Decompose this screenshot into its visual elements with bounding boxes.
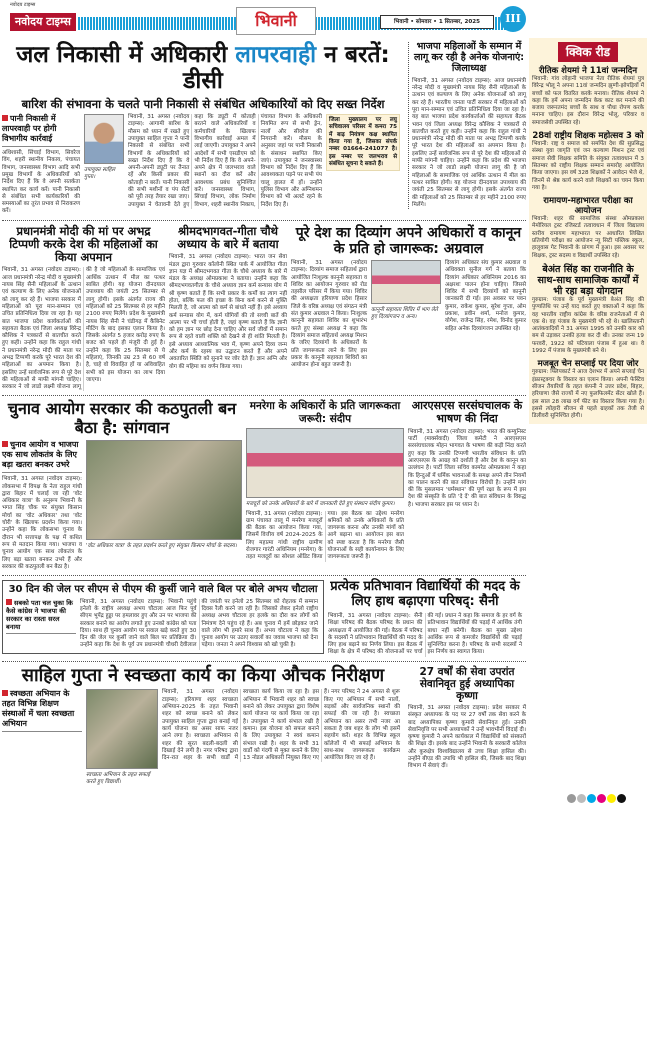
chautala-kicker — [6, 599, 76, 634]
lead-kicker-text: पानी निकासी में लापरवाही पर होगी विभागीय कार्रवाई — [2, 114, 57, 144]
election-photo-column — [86, 440, 242, 550]
divyang-photo-column — [371, 260, 441, 321]
bjp-body: भिवानी, 31 अगस्त (नवोदय टाइम्स): आज प्रधानमंत्री नरेन्द्र मोदी व मुख्यमंत्री नायब सिंह सैनी महिलाओं के उत्थान एवं कल्याण के लिए अनेक योजनाओं को लागू कर रहे हैं। भारतीय जनता पार्टी सरकार में महिलाओं को पूरा मान-सम्मान एवं उचित प्रतिनिधित्व दिया जा रहा है। यह बात भाजपा प्रदेश कार्यकर्ताओं की सहायता बैठक भवन एवं जिला अध्यक्ष विरेन्द्र कौशिक ने पत्रकारों से बातचीत करते हुए कही। उन्होंने कहा कि राहुल गांधी ने प्रधानमंत्री नरेन्द्र मोदी की माता पर अभद्र टिप्पणी करके पूरे भारत देश की महिलाओं का अपमान किया है। इसलिए उन्हें सार्वजनिक रूप से पूरे देश की महिलाओं से माफी मांगनी चाहिए। उन्होंने कहा कि प्रदेश की भाजपा सरकार ने जो लाडो लक्ष्मी योजना लागू की है जो महिलाओं के सामाजिक एवं आर्थिक उत्थान में मील का पत्थर साबित होगी। यह योजना दीनदयाल उपाध्याय की जयंती 25 सितम्बर से लागू होगी। इसके अंतर्गत राज्य की महिलाओं को 25 सितम्बर से हर महीने 2100 रुपए मिलेंगे। — [412, 77, 526, 208]
lead-headline-part: न बरतें: डीसी — [183, 42, 390, 95]
gita-story — [169, 225, 287, 371]
rss-story — [408, 400, 526, 509]
quick-read-title: 28वां राष्ट्रीय शिक्षक महोत्सव 3 को — [532, 131, 644, 142]
election-left-column — [2, 440, 82, 571]
bjp-story — [408, 42, 526, 209]
divyang-photo-caption: कानूनी सहायता शिविर में भाग लेते हुए दिव्यांगजन व अन्य। — [371, 306, 438, 320]
dc-photo — [84, 114, 124, 164]
chautala-box — [2, 580, 324, 654]
dc-photo-caption: उपायुक्त साहिल गुप्ता। — [84, 167, 116, 181]
quick-read-item — [532, 196, 644, 260]
rss-headline: आरएसएस सरसंघचालक के भाषण की निंदा — [411, 399, 523, 426]
quick-read-body: गुरुग्राम: फ्लिपकार्ट ने आज देशभर में अपने सप्लाई चेन इंफ्रास्ट्रक्चर के विस्तार का एलान किया। अपनी फेस्टिव सीजन तैयारियों के तहत कंपनी ने उत्तर प्रदेश, बिहार, हरियाणा जैसे राज्यों में नए फुलफिलमेंट सेंटर खोले हैं। इस साल 28 लाख वर्ग फीट का विस्तार किया गया है। इससे त्योहारी सीजन से पहले ग्राहकों तक तेजी से डिलीवरी सुनिश्चित होगी। — [532, 369, 644, 420]
color-dot-icon — [597, 794, 606, 803]
sahil-kicker — [2, 689, 82, 732]
sahil-body: भिवानी, 31 अगस्त (नवोदय टाइम्स): हरियाणा शहर स्वच्छता अभियान-2025 के तहत भिवानी शहर को स्वच्छ बनाने को लेकर उपायुक्त साहिल गुप्ता द्वारा बनाई गई कार्य योजना का असर साफ नजर आने लगा है। स्वच्छता अभियान से शहर की सूरत बदली-बदली सी दिखाई देने लगी है। नगर परिषद द्वारा दिन-रात शहर के सभी वार्डों में स्वच्छता कार्य किया जा रहा है। इस अभियान में भिवानी शहर को स्वच्छ बनाने को लेकर उपायुक्त द्वारा विशेष कार्य योजना पर कार्य किया जा रहा है। उपायुक्त ने कार्य संभाल रखी है कमान। इस योजना को सफल बनाने के लिए उपायुक्त ने स्वयं कमान संभाल रखी है। शहर के सभी 31 वार्डों को गंदगी से मुक्त बनाने के लिए 13 नोडल अधिकारी नियुक्त किए गए हैं। नगर परिषद ने 24 अगस्त से शुरू किए गए अभियान में सभी नालों, सड़कों और सार्वजनिक स्थानों की सफाई की जा रही है। स्वच्छता अभियान का असर तभी नजर आ सकता है जब शहर के लोग भी इसमें सहयोग करें। शहर के विभिन्न स्कूल कॉलेजों में भी सफाई अभियान के साथ-साथ जागरूकता कार्यक्रम आयोजित किए जा रहे हैं। — [162, 689, 400, 762]
quick-read-body: भिवानी: गांव लोहानी भाजपा नेता रीतिक शेयमां पुत्र विरेन्द्र भोलू ने अपना 11वां जन्मदिन झुग्गी-झोपड़ियों में बच्चों को फल वितरित करके मनाया। रीतिक शेयमां ने कहा कि हमें अपना जन्मदिन केक काट कर मनाने की बजाय जरूरतमंद बच्चों के साथ व पौधा रोपण करके मनाना चाहिए। इस दौरान विरेन्द्र भोलू, परिवार व समाजसेवी उपस्थित रहे। — [532, 76, 644, 126]
modi-body: भिवानी, 31 अगस्त (नवोदय टाइम्स): आज प्रधानमंत्री नरेन्द्र मोदी व मुख्यमंत्री नायब सिंह सैनी महिलाओं के उत्थान एवं कल्याण के लिए अनेक योजनाओं को लागू कर रहे हैं। भाजपा सरकार में महिलाओं को पूरा मान-सम्मान एवं उचित प्रतिनिधित्व दिया जा रहा है। यह बात भाजपा प्रदेश कार्यकर्ताओं की सहायता बैठक एवं जिला अध्यक्ष विरेन्द्र कौशिक ने पत्रकारों से बातचीत करते हुए कही। उन्होंने कहा कि राहुल गांधी ने प्रधानमंत्री नरेन्द्र मोदी की माता पर अभद्र टिप्पणी करके पूरे भारत देश की महिलाओं का अपमान किया है। इसलिए उन्हें सार्वजनिक रूप से पूरे देश की महिलाओं से माफी मांगनी चाहिए। सरकार ने जो लाडो लक्ष्मी योजना लागू की है जो महिलाओं के सामाजिक एवं आर्थिक उत्थान में मील का पत्थर साबित होगी। यह योजना दीनदयाल उपाध्याय की जयंती 25 सितम्बर से लागू होगी। इसके अंतर्गत राज्य की महिलाओं को 25 सितम्बर से हर महीने 2100 रुपए मिलेंगे। प्रदेश के मुख्यमंत्री नायब सिंह सैनी ने चंडीगढ़ में कैबिनेट मीटिंग के बाद इसका एलान किया है। जिसके अंतर्गत 5 हजार करोड़ रुपए के बजट को पहले ही मंजूरी दी हुई है। उन्होंने कहा कि 25 सितम्बर से ये महिलाएं, जिनकी उम्र 23 से 60 वर्ष है, चाहे वो विवाहित हों या अविवाहित सभी को इस योजना का लाभ दिया जाएगा। — [2, 267, 165, 391]
quick-read-title: रामायण-महाभारत परीक्षा का आयोजन — [543, 196, 633, 217]
sahil-columns — [2, 689, 404, 786]
masthead — [0, 0, 650, 38]
news-row — [2, 395, 526, 575]
news-row — [2, 575, 526, 661]
color-dot-icon — [577, 794, 586, 803]
divyang-story — [291, 225, 526, 370]
bullet-square-icon — [2, 690, 8, 696]
divyang-photo — [371, 260, 441, 304]
election-protest-photo — [86, 440, 242, 540]
bullet-square-icon — [6, 599, 12, 605]
helpline-box: जिला मुख्यालय पर लघु सचिवालय परिसर में कमरा 75 में बाढ़ नियंत्रण कक्ष स्थापित किया गया है, जिसका संपर्क नम्बर 01664-241077 है। इस नम्बर पर जलभराव से संबंधित सूचना दे सकते हैं। — [326, 114, 400, 171]
section-title: भिवानी — [236, 7, 316, 35]
rss-body: भिवानी, 31 अगस्त (नवोदय टाइम्स): भारत की कम्युनिस्ट पार्टी (मार्क्सवादी) जिला कमेटी ने आरएसएस सरसंघचालक मोहन भागवत के भाषण की कड़ी निंदा करते हुए कहा कि उनकी टिप्पणी भारतीय संविधान के प्रति आरएसएस के आग्रह को दर्शाती है और देश के कानून का उल्लंघन है। पार्टी जिला सचिव कामरेड ओमप्रकाश ने कहा कि हिन्दुओं में धर्मिक भावनाओं के समक्ष अपने तीन नियमों का पालन करने की बात संविधान विरोधी है। उन्होंने मांग की कि मुसलमान 'धर्मस्थान' की पूर्ण रक्षा के रूप में इस देश की संस्कृति के प्रति 'दे दें' की बात संविधान के विरुद्ध है। भाजपा सरकार इस पर ध्यान दे। — [408, 428, 526, 508]
gita-body: भिवानी, 31 अगस्त (नवोदय टाइम्स): भारत जन सेवा मंडल द्वारा गुरुवार कॉलोनी स्थित पार्क में आयोजित गीता ज्ञान यज्ञ में श्रीमदभगवत गीता के चौथे अध्याय के बारे में मंडल के अध्यक्ष ओमप्रकाश ने बताया। उन्होंने कहा कि श्रीमदभगवतगीता के चौथे अध्याय ज्ञान कर्म सन्यास योग में श्री कृष्ण बताते हैं कि सभी प्रकार के कर्मों का त्याग नहीं होता, बल्कि फल की इच्छा के बिना कर्म करने से मुक्ति मिलती है, जो आत्मा को कर्म से बांधते नहीं हैं। इसे अध्याय कर्म सन्यास योग में, कर्म योगियों की तो सच्ची बातें की आत्मा पर भी चर्चा होती है, जहां कृष्ण बताते हैं कि ज्ञानी को हम ज्ञान पर छोड़ देना चाहिए और सर्व जीवों में समान रूप से रहते वाली शक्ति को देखने से ही शांति मिलती है। इसे अध्याय आध्यात्मिक भाव में, कृष्ण अपने दिव्य जन्म और कर्म के रहस्य का उद्घाटन करते हैं और अपने अवतारित स्थिति को सुनाने पर जोर देते हैं। ज्ञान अग्नि और योग की महिमा का वर्णन किया गया। — [169, 254, 287, 370]
bullet-square-icon — [2, 441, 8, 447]
sahil-story — [2, 666, 404, 787]
quick-read-title: बेअंत सिंह का राजनीति के साथ-साथ सामाजिक कार्यों में भी रहा बड़ा योगदान — [537, 263, 639, 297]
color-dot-icon — [567, 794, 576, 803]
color-dot-icon — [587, 794, 596, 803]
quick-read-sidebar — [529, 38, 647, 424]
sahil-photo-caption: स्वच्छता अभियान के तहत सफाई करते हुए विद्यार्थी। — [86, 772, 150, 786]
color-dot-icon — [617, 794, 626, 803]
sahil-photo-column — [86, 689, 158, 786]
lead-kicker — [2, 114, 80, 147]
chautala-kicker-text: सबको पता चल चुका कि कैसे कांग्रेस ने भाजपा की सरकार का रास्ता सरल बनाया — [6, 598, 73, 631]
chautala-headline: 30 दिन की जेल पर सीएम से पीएम की कुर्सी जाने वाले बिल पर बोले अभय चौटाला — [8, 584, 318, 596]
krishna-headline: 27 वर्षों की सेवा उपरांत सेवानिवृत हुई अध्यापिका कृष्णा — [419, 665, 515, 702]
chautala-body: भिवानी, 31 अगस्त (नवोदय टाइम्स): भिवानी पहुंचे इनेलो के राष्ट्रीय अध्यक्ष अभय चौटाला आज फिर पूर्व सीएम भूपेंद्र हुड्डा पर हमलावर हुए और उन पर भाजपा की सरकार बनाने का आरोप लगाते हुए उनको कांग्रेस को पता दिया। साथ ही चुनाव आयोग पर सवाल खड़े करते हुए 30 दिन की जेल पर कुर्सी जाने वाले बिल पर प्रतिक्रिया दी। उन्होंने कहा कि देश के पूर्व उप प्रधानमंत्री चौधरी देवीलाल की जयंती पर इनेलो 25 सितम्बर को रोहतक में सम्मान दिवस रैली करने जा रही है। जिसको लेकर इनेलो राष्ट्रीय अध्यक्ष अभय चौटाला हर हलके का दौरा कर लोगों को निमंत्रण देने पहुंच रहे हैं। अब चुनाव में हमें छोड़कर जाने वाले लोग भी हमारे साथ हैं। अभय चौटाला ने कहा कि चुनाव आयोग पर उठाए सवालों का जवाब भाजपा को देना पड़ेगा। जनता ने अपने विश्वास को खो चुकी है। — [80, 598, 318, 649]
saini-headline: प्रत्येक प्रतिभावान विद्यार्थियों की मदद के लिए हाथ बढ़ाएगा परिषद्: सैनी — [330, 579, 520, 610]
divyang-body: भिवानी, 31 अगस्त (नवोदय टाइम्स): दिव्यांग समाज सहितार्थ द्वारा आयोजित निःशुल्क कानूनी सहायता व शिविर का आयोजन गुरुवार को रोड तहसील परिसर में किया गया। शिविर की अध्यक्षता हरियाणा प्रदेश हिसार जिले के वरिष्ठ अध्यक्ष एवं संगठन मंत्री संत कुमार अग्रवाल ने किया। निःशुल्क कानूनी सहायता शिविर का शुभारंभ करते हुए संस्था अध्यक्ष ने कहा कि दिव्यांग समाज सहितार्थ अध्यक्ष मिशन के जरिए दिव्यांगों के अधिकारों के प्रति जागरूकता लाने के लिए इस प्रकार के कानूनी सहायता शिविरों का आयोजन होना बहुत जरूरी है। — [291, 259, 367, 369]
election-photo-caption: 'वोट अधिकार यात्रा' के तहत प्रदर्शन करते हुए संयुक्त किसान मोर्चा के सदस्य। — [86, 543, 237, 550]
divyang-columns — [291, 260, 526, 369]
election-body: भिवानी, 31 अगस्त (नवोदय टाइम्स): लोकसभा में विपक्ष के नेता राहुल गांधी द्वारा बिहार में चलाई जा रही 'वोट अधिकार यात्रा' के अनुरूप भिवानी के भगत सिंह चौक पर संयुक्त किसान मोर्चा का 'वोट अधिकार' तथा 'वोट चोरी' के खिलाफ प्रदर्शन किया गया। उन्होंने कहा कि लोकसभा चुनाव के दौरान भी सत्तापक्ष के पक्ष में कथित रूप से मतदान किया गया। भाजपा व चुनाव आयोग एक साथ लोकतंत्र के लिए बड़ा खतरा बनकर उभरे हैं और सरकार की कठपुतली बन बैठा है। — [2, 476, 82, 570]
bullet-square-icon — [2, 115, 8, 121]
krishna-body: भिवानी, 31 अगस्त (नवोदय टाइम्स): प्रदेश सरकार में संस्कृत अध्यापक के पद पर 27 वर्षों तक सेवा करने के बाद अध्यापिका कृष्णा कुमारी सेवानिवृत हुई। उनकी सेवानिवृत्ति पर सभी अध्यापकों ने उन्हें भावभीनी विदाई दी। कृष्णा कुमारी ने अपने कार्यकाल में विद्यार्थियों को संस्कारों की शिक्षा दी। इसके बाद उन्होंने भिवानी के सरकारी कॉलेज और कुरुक्षेत्र विश्वविद्यालय से उच्च शिक्षा हासिल की। उन्होंने बीएड की उपाधि भी हासिल की, जिसके बाद शिक्षा विभाग में सेवाएं दीं। — [408, 704, 526, 770]
election-kicker-text: चुनाव आयोग व भाजपा एक साथ लोकतंत्र के लिए बड़ा खतरा बनकर उभरे — [2, 440, 79, 470]
lead-headline-highlight: लापरवाही — [235, 42, 317, 68]
sahil-kicker-text: स्वच्छता अभियान के तहत विभिन्न शिक्षण संस्थाओं में चला स्वच्छता अभियान — [2, 689, 75, 729]
print-color-marks — [0, 790, 650, 807]
mnrega-headline: मनरेगा के अधिकारों के प्रति जागरूकता जरूरी: संदीप — [249, 400, 401, 425]
quick-read-body: भिवानी: शहर की सामाजिक संस्था ओमप्रकाश मेमोरियल ट्रस्ट रजिस्टर्ड तत्वावधान में जिला विद्यालय स्तरीय रामायण महाभारत पर आधारित लिखित प्रतियोगी परीक्षा का आयोजन न्यू सिटी पब्लिक स्कूल, हालुवास गेट भिवानी के प्रांगण में हुआ। इस अवसर पर शिक्षक, ट्रस्ट सदस्य व विद्यार्थी उपस्थित रहे। — [532, 216, 644, 259]
saini-body: भिवानी, 31 अगस्त (नवोदय टाइम्स): सैनी शिक्षा परिषद की बैठक परिषद के प्रधान की अध्यक्षता में आयोजित की गई। बैठक में परिषद के सदस्यों ने प्रतिभावान विद्यार्थियों की मदद के लिए हाथ बढ़ाने का निर्णय लिया। इस बैठक में शिक्षा के क्षेत्र में परिषद की योजनाओं पर चर्चा की गई। प्रधान ने कहा कि समाज के हर वर्ग के प्रतिभावान विद्यार्थियों की पढ़ाई में आर्थिक तंगी बाधा नहीं बनेगी। बैठक का मुख्य उद्देश्य आर्थिक रूप से कमजोर विद्यार्थियों की पढ़ाई सुनिश्चित करना है। परिषद के सभी सदस्यों ने इस निर्णय का स्वागत किया। — [328, 612, 522, 656]
quick-read-title: रीतिक शेयमां ने 11वां जन्मदिन — [538, 66, 638, 76]
gita-headline: श्रीमदभागवत-गीता चौथे अध्याय के बारे में बताया — [177, 223, 279, 251]
lead-story — [2, 42, 404, 216]
mnrega-body: भिवानी, 31 अगस्त (नवोदय टाइम्स): ग्राम पंचायत तालू में मनरेगा मजदूरों की बैठक का आयोजन किया गया, जिसमें वित्तीय वर्ष 2024-2025 के लिए महात्मा गांधी राष्ट्रीय ग्रामीण रोजगार गारंटी अधिनियम (मनरेगा) के तहत मजदूरों का सोशल ऑडिट किया गया। इस बैठक का उद्देश्य मनरेगा श्रमिकों को उनके अधिकारों के प्रति जागरूक करना और उनकी मांगों को आगे बढ़ाना था। आयोजन इस बात को स्पष्ट करता है कि मनरेगा जैसी योजनाओं के सही कार्यान्वयन के लिए जागरूकता जरूरी है। — [246, 510, 404, 561]
chautala-columns — [6, 599, 320, 650]
lead-headline-part: जल निकासी में अधिकारी — [16, 42, 236, 68]
quick-read-item — [532, 359, 644, 420]
quick-read-item — [532, 264, 644, 355]
news-row — [2, 220, 526, 396]
divyang-body-col3: दिव्यांग अधिकार संघ कुमार अग्रवाल व अधिवक्ता सुनील गर्ग ने बताया कि दिव्यांग अधिकार अधिनियम 2016 का अक्षरशः पालन होना चाहिए। जिससे शिविर में सभी दिव्यांगों को कानूनी जानकारी दी गई। इस अवसर पर पवन कुमार, राकेश कुमार, सुरेश गुप्ता, ओम प्रकाश, प्रवीन शर्मा, मनोज कुमार, योगेश, राजेन्द्र सिंह, रमेश, विनोद कुमार सहित अनेक दिव्यांगजन उपस्थित रहे। — [445, 259, 526, 332]
logo-subtitle: नवोदय टाइम्स — [10, 2, 36, 8]
dc-photo-column — [84, 114, 124, 181]
divyang-headline: पूरे देश का दिव्यांग अपने अधिकारों व कानून के प्रति हो जागरूक: अग्रवाल — [295, 224, 522, 257]
quick-read-item — [532, 131, 644, 192]
election-kicker — [2, 440, 82, 473]
quick-read-title: मजबूत चेन सप्लाई पर दिया जोर — [537, 359, 639, 370]
news-row — [2, 661, 526, 791]
news-row — [2, 38, 526, 220]
lead-left-column — [2, 114, 80, 216]
quick-read-banner: क्विक रीड — [558, 42, 618, 62]
quick-read-item — [532, 66, 644, 127]
election-story — [2, 400, 242, 571]
modi-story — [2, 225, 165, 392]
modi-headline: प्रधानमंत्री मोदी की मां पर अभद्र टिप्पणी करके देश की महिलाओं का किया अपमान — [9, 223, 158, 265]
cleanliness-photo — [86, 689, 158, 769]
sahil-headline: साहिल गुप्ता ने स्वच्छता कार्य का किया औचक निरीक्षण — [21, 664, 385, 686]
saini-story — [328, 580, 522, 657]
page-number: III — [500, 6, 526, 32]
main-news-area — [2, 38, 526, 790]
color-dot-icon — [607, 794, 616, 803]
mnrega-meeting-photo — [246, 428, 404, 498]
lead-body-col2: अधिशासी, सिंचाई विभाग, सिवरेज विंग, शहरी स्थानीय निकाय, पंचायत विभाग, जनस्वास्थ्य विभाग आदि सभी प्रमुख विभागों के अधिकारियों को निर्देश दिए हैं कि वे अपनी सतर्कता स्थापित कर कार्य करें। पानी निकासी से संबंधित सभी कार्यकारियों की समस्याओं का तुरंत प्रभाव से निराकरण करें। — [2, 150, 80, 215]
lead-subheadline: बारिश की संभावना के चलते पानी निकासी से संबंधित अधिकारियों को दिए सख्त निर्देश — [21, 96, 385, 111]
dateline: भिवानी • सोमवार • 1 सितम्बर, 2025 — [380, 15, 494, 29]
quick-read-body: गुरुग्राम: पंजाब के पूर्व मुख्यमंत्री बेअंत सिंह की पुण्यतिथि पर उन्हें याद करते हुए वक्ताओं ने कहा कि वह भारतीय राष्ट्रीय कांग्रेस के वरिष्ठ राजनेताओं में से एक थे। वह पंजाब के मुख्यमंत्री भी रहे थे। खालिस्तानी आतंकवादियों ने 31 अगस्त 1995 को उनकी कार को बम से उड़ाकर उनकी हत्या कर दी थी। उनका जन्म 19 फरवरी, 1922 को पटियाला पंजाब में हुआ था। वे 1992 में पंजाब के मुख्यमंत्री बने थे। — [532, 296, 644, 355]
lead-columns — [2, 114, 404, 216]
mnrega-photo-caption: मजदूरों को उनके अधिकारों के बारे में जानकारी देते हुए संस्थान संदीप कुमार। — [246, 500, 395, 507]
newspaper-logo: नवोदय टाइम्स — [10, 13, 76, 31]
krishna-story — [408, 666, 526, 771]
lead-body: भिवानी, 31 अगस्त (नवोदय टाइम्स): आगामी बारिश के मौसम को ध्यान में रखते हुए उपायुक्त साहिल गुप्ता ने पानी निकासी से संबंधित सभी विभागों के अधिकारियों को सख्त निर्देश दिए हैं कि वे अपनी-अपनी ड्यूटी पर तैनात रहें और किसी प्रकार की कोताही न बरतें। पानी निकासी की सभी मशीनों व पंप सेटों को पूरी तरह तैयार रखा जाए। उपायुक्त ने चेतावनी देते हुए कहा कि ड्यूटी में कोताही बरतने वाले अधिकारियों व कर्मचारियों के खिलाफ विभागीय कार्रवाई अमल में लाई जाएगी। उपायुक्त ने अपने आदेशों में सभी एसडीएम को भी निर्देश दिए हैं कि वे अपने-अपने क्षेत्र में जलभराव वाले स्थानों का दौरा करें और आवश्यक प्रबंध सुनिश्चित करें। जनस्वास्थ्य विभाग, सिंचाई विभाग, लोक निर्माण विभाग, शहरी स्थानीय निकाय, पंचायत विभाग के अधिकारी नियमित रूप से सभी ड्रेन, नालों और सीवरेज की निगरानी करें। मौसम के अनुसार जहां पर पानी निकासी के संसाधन स्थापित किए जाएं। उपायुक्त ने जनस्वास्थ्य विभाग को निर्देश दिए हैं कि आवश्यकता पड़ने पर सभी पंप चालू हालत में हों। उन्होंने पुलिस विभाग और अग्निशमन विभाग को भी अलर्ट रहने के निर्देश दिए हैं। — [128, 114, 322, 208]
lead-headline — [2, 42, 404, 95]
quick-read-body: भिवानी: राष्ट्र व समाज को समर्पित देश की सुप्रसिद्ध संस्था युवा जागृति एवं जन कल्याण मिशन ट्रस्ट एवं समाज सेवी शिक्षक समिति के संयुक्त तत्वावधान में 3 सितम्बर को राष्ट्रीय शिक्षक सम्मान समारोह आयोजित किया जाएगा। इस वर्ष 328 शिक्षकों ने आवेदन भेजे थे, जिनमें से श्रेष्ठ कार्य करने वाले शिक्षकों का चयन किया गया है। — [532, 141, 644, 191]
page-layout — [0, 38, 650, 790]
election-columns — [2, 440, 242, 571]
mnrega-story — [246, 400, 404, 561]
election-headline: चुनाव आयोग सरकार की कठपुतली बन बैठा है: सांगवान — [7, 399, 237, 437]
bjp-headline: भाजपा महिलाओं के सम्मान में लागू कर रही है अनेक योजनाएं: जिलाध्यक्ष — [413, 41, 525, 74]
